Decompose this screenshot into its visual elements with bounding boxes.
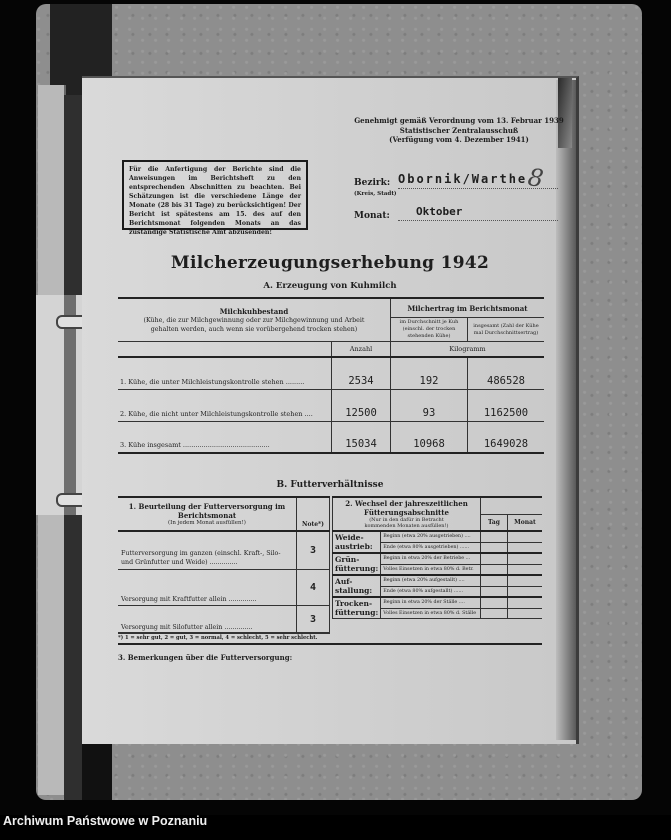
period-item: Ende (etwa 80% ausgetrieben) ......	[381, 542, 481, 553]
bottom-rule	[118, 643, 542, 645]
remarks-label: 3. Bemerkungen über die Futterversorgung:	[118, 653, 293, 662]
assessment-title: 1. Beurteilung der Futterversorgung im Berichtsmonat	[128, 502, 286, 520]
stock-description: (Kühe, die zur Milchgewinnung oder zur Milchgewinnung und Arbeit gehalten werden, auch wenn sie vorübergehend trocken stehen)	[143, 316, 365, 333]
instructions-box: Für die Anfertigung der Berichte sind die Anweisungen im Berichtsheft zu den entsprechenden Abschnitten zu beachten. Bei Schätzungen ist die verschiedene Länge der Monate (28 bis 31 Tage) zu berücksichtigen! Der Bericht ist spätestens am 15. des auf den Berichtsmonat folgenden Monats an das zuständige Statistische Amt abzusenden!	[122, 160, 308, 230]
document-title: Milcherzeugungserhebung 1942	[170, 253, 490, 273]
stock-header	[118, 298, 391, 342]
approval-line-1: Genehmigt gemäß Verordnung vom 13. Februar 1939	[354, 116, 564, 125]
table-row	[118, 569, 330, 605]
period-group-trockenfuetterung: Trocken-fütterung:	[333, 597, 381, 619]
table-row	[118, 357, 544, 389]
monat-cell	[508, 575, 543, 586]
total-header: insgesamt (Zahl der Kühe mal Durchschnittsertrag)	[468, 318, 545, 342]
row-label: 1. Kühe, die unter Milchleistungskontrolle stehen .........	[118, 357, 332, 389]
tag-cell	[481, 564, 508, 575]
table-row	[118, 531, 330, 569]
period-group-gruenfuetterung: Grün-fütterung:	[333, 553, 381, 575]
periods-header	[333, 497, 481, 531]
unit-kg-header: Kilogramm	[391, 342, 545, 358]
assessment-note: 4	[297, 569, 330, 605]
approval-line-2: Statistischer Zentralausschuß	[399, 125, 519, 135]
table-row	[118, 605, 330, 633]
period-item: Volles Einsetzen in etwa 80% d. Betr.	[381, 564, 481, 575]
unit-count-header: Anzahl	[332, 342, 391, 358]
assessment-note: 3	[297, 605, 330, 633]
monat-dotted-line	[398, 220, 558, 221]
handwritten-annotation: 8	[526, 163, 546, 193]
approval-line-3: (Verfügung vom 4. Dezember 1941)	[389, 135, 529, 144]
avg-header: im Durchschnitt je Kuh (einschl. der trocken stehenden Kühe)	[391, 318, 468, 342]
periods-title: 2. Wechsel der jahreszeitlichen Fütterungsabschnitte	[345, 499, 468, 517]
assessment-row-label: Versorgung mit Kraftfutter allein ..............	[118, 569, 297, 605]
monat-value: Oktober	[416, 205, 463, 218]
tag-cell	[481, 531, 508, 542]
monat-cell	[508, 608, 543, 619]
avg-yield: 93	[391, 389, 468, 421]
corner-shadow	[82, 742, 112, 800]
assessment-subtitle: (In jedem Monat ausfüllen!)	[168, 520, 246, 526]
period-item: Volles Einsetzen in etwa 80% d. Ställe	[381, 608, 481, 619]
section-b-title: B. Futterverhältnisse	[276, 480, 384, 490]
period-item: Beginn (etwa 20% ausgetrieben) ....	[381, 531, 481, 542]
monat-cell	[508, 542, 543, 553]
monat-cell	[508, 564, 543, 575]
table-row	[118, 421, 544, 453]
assessment-note: 3	[297, 531, 330, 569]
tag-cell	[481, 597, 508, 608]
bezirk-value: Obornik/Warthe	[398, 172, 528, 186]
monat-cell	[508, 597, 543, 608]
period-group-aufstallung: Auf-stallung:	[333, 575, 381, 597]
bezirk-label: Bezirk:	[354, 178, 391, 188]
period-item: Beginn (etwa 20% aufgestallt) ....	[381, 575, 481, 586]
periods-subtitle: (Nur in den dafür in Betracht kommenden Monaten ausfüllen!)	[364, 517, 449, 529]
assessment-header	[118, 497, 297, 531]
section-a-title: A. Erzeugung von Kuhmilch	[263, 281, 397, 291]
assessment-row-label: Versorgung mit Silofutter allein ..............	[118, 605, 297, 633]
monat-cell	[508, 586, 543, 597]
tag-cell	[481, 586, 508, 597]
row-label: 2. Kühe, die nicht unter Milchleistungskontrolle stehen ....	[118, 389, 332, 421]
blank-cell	[118, 342, 332, 358]
page-edge-shadow	[556, 80, 576, 740]
monat-cell	[508, 553, 543, 564]
period-item: Ende (etwa 80% aufgestallt) ......	[381, 586, 481, 597]
tag-cell	[481, 542, 508, 553]
avg-yield: 192	[391, 357, 468, 389]
yield-header: Milchertrag im Berichtsmonat	[391, 298, 545, 318]
monat-header: Monat	[508, 515, 543, 532]
tag-cell	[481, 575, 508, 586]
assessment-row-label: Futterversorgung im ganzen (einschl. Kraft-, Silo- und Grünfutter und Weide) ..............	[118, 531, 297, 569]
total-yield: 486528	[468, 357, 545, 389]
period-group-weideaustrieb: Weide-austrieb:	[333, 531, 381, 553]
tag-header: Tag	[481, 515, 508, 532]
note-header: Note*)	[297, 497, 330, 531]
row-label: 3. Kühe insgesamt ..........................................	[118, 421, 332, 453]
table-row	[118, 389, 544, 421]
approval-note	[354, 116, 564, 145]
avg-yield: 10968	[391, 421, 468, 453]
tag-cell	[481, 553, 508, 564]
period-item: Beginn in etwa 20% der Ställe ....	[381, 597, 481, 608]
cow-count: 2534	[332, 357, 391, 389]
feeding-periods-table	[332, 496, 542, 619]
archive-watermark: Archiwum Państwowe w Poznaniu	[3, 814, 208, 828]
monat-cell	[508, 531, 543, 542]
stock-title: Milchkuhbestand	[219, 306, 289, 316]
cow-count: 15034	[332, 421, 391, 453]
total-yield: 1162500	[468, 389, 545, 421]
grade-footnote: *) 1 = sehr gut, 2 = gut, 3 = normal, 4 = schlecht, 5 = sehr schlecht.	[118, 632, 330, 641]
bezirk-sublabel: (Kreis, Stadt)	[354, 191, 397, 197]
period-item: Beginn in etwa 20% der Betriebe ...	[381, 553, 481, 564]
cow-count: 12500	[332, 389, 391, 421]
monat-label: Monat:	[354, 211, 390, 221]
tag-cell	[481, 608, 508, 619]
feed-assessment-table	[118, 496, 330, 634]
total-yield: 1649028	[468, 421, 545, 453]
blank-header	[481, 497, 543, 515]
milk-production-table	[118, 297, 544, 454]
